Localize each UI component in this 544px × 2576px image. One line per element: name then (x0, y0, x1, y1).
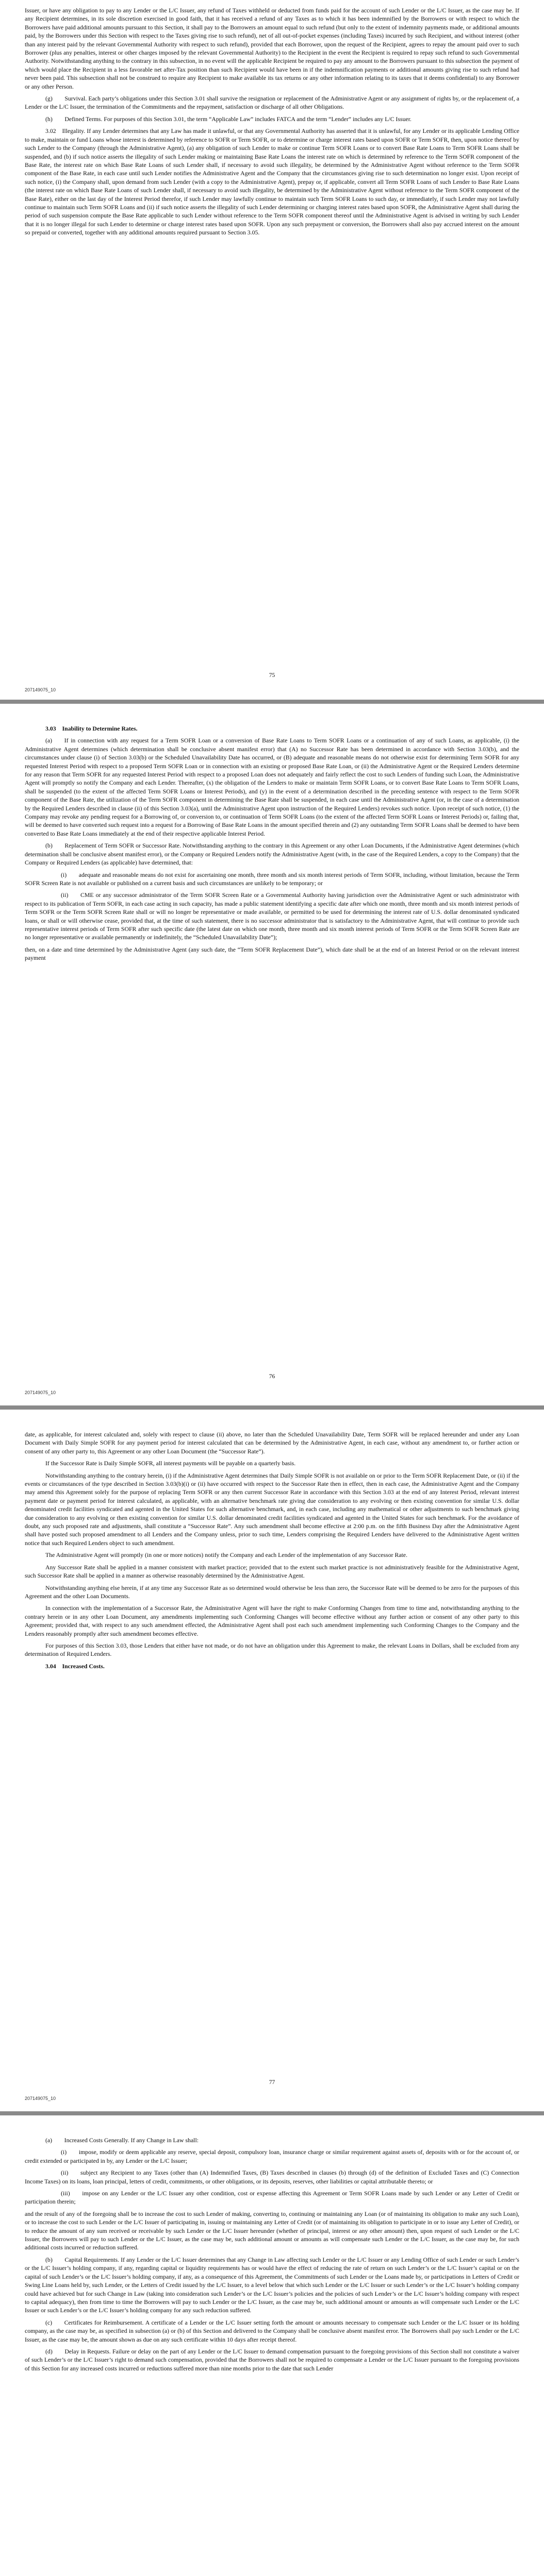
page-number: 77 (269, 2079, 275, 2086)
page-separator (0, 2111, 544, 2115)
paragraph: Issuer, or have any obligation to pay to any Lender or the L/C Issuer, any refund of Taxes withheld or deducted from funds paid for the account of such Lender or the L/C Issuer, as the case may be. If any Recipient determines, in its sole discretion exercised in good faith, that it has received a refund of any Taxes as to which it has been indemnified by the Borrowers or with respect to which the Borrowers have paid additional amounts pursuant to this Section, it shall pay to the Borrowers an amount equal to such refund (but only to the extent of indemnity payments made, or additional amounts paid, by the Borrowers under this Section with respect to the Taxes giving rise to such refund), net of all out-of-pocket expenses (including Taxes) incurred by such Recipient, and without interest (other than any interest paid by the relevant Governmental Authority with respect to such refund), provided that each Borrower, upon the request of the Recipient, agrees to repay the amount paid over to such Borrower (plus any penalties, interest or other charges imposed by the relevant Governmental Authority) to the Recipient in the event the Recipient is required to repay such refund to such Governmental Authority. Notwithstanding anything to the contrary in this subsection, in no event will the applicable Recipient be required to pay any amount to the Borrowers pursuant to this subsection the payment of which would place the Recipient in a less favorable net after-Tax position than such Recipient would have been in if the indemnification payments or additional amounts giving rise to such refund had never been paid. This subsection shall not be construed to require any Recipient to make available its tax returns or any other information relating to its taxes that it deems confidential) to any Borrower or any other Person. (25, 7, 519, 90)
paragraph: The Administrative Agent will promptly (in one or more notices) notify the Company and each Lender of the implementation of any Successor Rate. (45, 1551, 408, 1559)
paragraph: (a) If in connection with any request for a Term SOFR Loan or a conversion of Base Rate Loans to Term SOFR Loans or a continuation of any of such Loans, as applicable, (i) the Administrative Agent determines (which determination shall be conclusive absent manifest error) that (A) no Successor Rate has been determined in accordance with Section 3.03(b), and the circumstances under clause (i) of Section 3.03(b) or the Scheduled Unavailability Date has occurred, or (B) adequate and reasonable means do not otherwise exist for determining Term SOFR for any requested Interest Period with respect to a proposed Term SOFR Loan or in connection with an existing or proposed Base Rate Loan, or (ii) the Administrative Agent or the Required Lenders determine for any reason that Term SOFR for any requested Interest Period with respect to a proposed Loan does not adequately and fairly reflect the cost to such Lenders of funding such Loan, the Administrative Agent will promptly so notify the Company and each Lender. Thereafter, (x) the obligation of the Lenders to make or maintain Term SOFR Loans, or to convert Base Rate Loans to Term SOFR Loans, shall be suspended (to the extent of the affected Term SOFR Loans or Interest Periods), and (y) in the event of a determination described in the preceding sentence with respect to the Term SOFR component of the Base Rate, the utilization of the Term SOFR component in determining the Base Rate shall be suspended, in each case until the Administrative Agent (or, in the case of a determination by the Required Lenders described in clause (ii) of this Section 3.03(a), until the Administrative Agent upon instruction of the Required Lenders) revokes such notice. Upon receipt of such notice, (1) the Company may revoke any pending request for a Borrowing of, or conversion to, or continuation of Term SOFR Loans (to the extent of the affected Term SOFR Loans or Interest Periods) or, failing that, will be deemed to have converted such request into a request for a Borrowing of Base Rate Loans in the amount specified therein and (2) any outstanding Term SOFR Loans shall be deemed to have been converted to Base Rate Loans immediately at the end of their respective applicable Interest Period. (25, 737, 519, 837)
paragraph: In connection with the implementation of a Successor Rate, the Administrative Agent will have the right to make Conforming Changes from time to time and, notwithstanding anything to the contrary herein or in any other Loan Document, any amendments implementing such Conforming Changes will become effective without any further action or consent of any other party to this Agreement; provided that, with respect to any such amendment effected, the Administrative Agent shall post each such amendment implementing such Conforming Changes to the Company and the Lenders reasonably promptly after such amendment becomes effective. (25, 1604, 519, 1637)
paragraph: (g) Survival. Each party’s obligations under this Section 3.01 shall survive the resignation or replacement of the Administrative Agent or any assignment of rights by, or the replacement of, a Lender or the L/C Issuer, the termination of the Commitments and the repayment, satisfaction or discharge of all other Obligations. (25, 95, 519, 111)
section-heading: 3.04 Increased Costs. (45, 1662, 105, 1670)
paragraph: (d) Delay in Requests. Failure or delay on the part of any Lender or the L/C Issuer to demand compensation pursuant to the foregoing provisions of this Section shall not constitute a waiver of such Lender’s or the L/C Issuer’s right to demand such compensation, provided that the Borrowers shall not be required to compensate a Lender or the L/C Issuer pursuant to the foregoing provisions of this Section for any increased costs incurred or reductions suffered more than nine months prior to the date that such Lender (25, 2347, 519, 2372)
paragraph: (b) Capital Requirements. If any Lender or the L/C Issuer determines that any Change in Law affecting such Lender or the L/C Issuer or any Lending Office of such Lender or such Lender’s or the L/C Issuer’s holding company, if any, regarding capital or liquidity requirements has or would have the effect of reducing the rate of return on such Lender’s or the L/C Issuer’s capital or on the capital of such Lender’s or the L/C Issuer’s holding company, if any, as a consequence of this Agreement, the Commitments of such Lender or the Loans made by, or participations in Letters of Credit or Swing Line Loans held by, such Lender, or the Letters of Credit issued by the L/C Issuer, to a level below that which such Lender or the L/C Issuer or such Lender’s or the L/C Issuer’s holding company could have achieved but for such Change in Law (taking into consideration such Lender’s or the L/C Issuer’s policies and the policies of such Lender’s or the L/C Issuer’s holding company with respect to capital adequacy), then from time to time the Borrowers will pay to such Lender or the L/C Issuer, as the case may be, such additional amount or amounts as will compensate such Lender or the L/C Issuer or such Lender’s or the L/C Issuer’s holding company for any such reduction suffered. (25, 2256, 519, 2314)
paragraph: and the result of any of the foregoing shall be to increase the cost to such Lender of making, converting to, continuing or maintaining any Loan (or of maintaining its obligation to make any such Loan), or to increase the cost to such Lender or the L/C Issuer of participating in, issuing or maintaining any Letter of Credit (or of maintaining its obligation to participate in or to issue any Letter of Credit), or to reduce the amount of any sum received or receivable by such Lender or the L/C Issuer hereunder (whether of principal, interest or any other amount) then, upon request of such Lender or the L/C Issuer, the Borrowers will pay to such Lender or the L/C Issuer, as the case may be, such additional amount or amounts as will compensate such Lender or the L/C Issuer, as the case may be, for such additional costs incurred or reduction suffered. (25, 2210, 519, 2251)
paragraph: (c) Certificates for Reimbursement. A certificate of a Lender or the L/C Issuer setting forth the amount or amounts necessary to compensate such Lender or the L/C Issuer or its holding company, as the case may be, as specified in subsection (a) or (b) of this Section and delivered to the Company shall be conclusive absent manifest error. The Borrowers shall pay such Lender or the L/C Issuer, as the case may be, the amount shown as due on any such certificate within 10 days after receipt thereof. (25, 2318, 519, 2343)
page-number: 76 (269, 1374, 275, 1380)
paragraph: (iii) impose on any Lender or the L/C Issuer any other condition, cost or expense affecting this Agreement or Term SOFR Loans made by such Lender or any Letter of Credit or participation therein; (25, 2190, 519, 2206)
paragraph: If the Successor Rate is Daily Simple SOFR, all interest payments will be payable on a quarterly basis. (45, 1460, 296, 1467)
document-page-78 (0, 2115, 544, 2576)
page-separator (0, 1405, 544, 1410)
document-id: 207149075_10 (25, 687, 56, 692)
paragraph: (ii) subject any Recipient to any Taxes (other than (A) Indemnified Taxes, (B) Taxes described in clauses (b) through (d) of the definition of Excluded Taxes and (C) Connection Income Taxes) on its loans, loan principal, letters of credit, commitments, or other obligations, or its deposits, reserves, other liabilities or capital attributable thereto; or (25, 2169, 519, 2185)
paragraph: (h) Defined Terms. For purposes of this Section 3.01, the term “Applicable Law” includes FATCA and the term “Lender” includes any L/C Issuer. (45, 115, 411, 123)
paragraph: For purposes of this Section 3.03, those Lenders that either have not made, or do not have an obligation under this Agreement to make, the relevant Loans in Dollars, shall be excluded from any determination of Required Lenders. (25, 1641, 519, 1658)
paragraph: (a) Increased Costs Generally. If any Change in Law shall: (45, 2137, 199, 2144)
document-page-75 (0, 0, 544, 700)
paragraph: (i) impose, modify or deem applicable any reserve, special deposit, compulsory loan, insurance charge or similar requirement against assets of, deposits with or for the account of, or credit extended or participated in by, any Lender or the L/C Issuer; (25, 2148, 519, 2164)
section-heading: 3.03 Inability to Determine Rates. (45, 725, 138, 732)
paragraph: Any Successor Rate shall be applied in a manner consistent with market practice; provided that to the extent such market practice is not administratively feasible for the Administrative Agent, such Successor Rate shall be applied in a manner as otherwise reasonably determined by the Administrative Agent. (25, 1563, 519, 1580)
document-page-77 (0, 1410, 544, 2111)
paragraph: (ii) CME or any successor administrator of the Term SOFR Screen Rate or a Governmental Authority having jurisdiction over the Administrative Agent or such administrator with respect to its publication of Term SOFR, in each case acting in such capacity, has made a public statement identifying a specific date after which one month, three month and six month interest periods of Term SOFR or the Term SOFR Screen Rate shall or will no longer be representative or made available, or permitted to be used for determining the interest rate of U.S. dollar denominated syndicated loans, or shall or will otherwise cease, provided that, at the time of such statement, there is no successor administrator that is satisfactory to the Administrative Agent, that will continue to provide such representative interest periods of Term SOFR after such specific date (the latest date on which one month, three month and six month interest periods of Term SOFR or the Term SOFR Screen Rate are no longer representative or available permanently or indefinitely, the “Scheduled Unavailability Date”); (25, 891, 519, 941)
paragraph: (b) Replacement of Term SOFR or Successor Rate. Notwithstanding anything to the contrary in this Agreement or any other Loan Documents, if the Administrative Agent determines (which determination shall be conclusive absent manifest error), or the Company or Required Lenders notify the Administrative Agent (with, in the case of the Required Lenders, a copy to the Company) that the Company or Required Lenders (as applicable) have determined, that: (25, 842, 519, 867)
paragraph: Notwithstanding anything else herein, if at any time any Successor Rate as so determined would otherwise be less than zero, the Successor Rate will be deemed to be zero for the purposes of this Agreement and the other Loan Documents. (25, 1584, 519, 1600)
paragraph: (i) adequate and reasonable means do not exist for ascertaining one month, three month and six month interest periods of Term SOFR, including, without limitation, because the Term SOFR Screen Rate is not available or published on a current basis and such circumstances are unlikely to be temporary; or (25, 871, 519, 887)
page-separator (0, 700, 544, 704)
document-id: 207149075_10 (25, 2096, 56, 2101)
document-id: 207149075_10 (25, 1390, 56, 1395)
paragraph: Notwithstanding anything to the contrary herein, (i) if the Administrative Agent determines that Daily Simple SOFR is not available on or prior to the Term SOFR Replacement Date, or (ii) if the events or circumstances of the type described in Section 3.03(b)(i) or (ii) have occurred with respect to the Successor Rate then in effect, then in each case, the Administrative Agent and the Company may amend this Agreement solely for the purpose of replacing Term SOFR or any then current Successor Rate in accordance with this Section 3.03 at the end of any Interest Period, relevant interest payment date or payment period for interest calculated, as applicable, with an alternative benchmark rate giving due consideration to any evolving or then existing convention for similar U.S. dollar denominated credit facilities syndicated and agented in the United States for such alternative benchmark, and, in each case, including any mathematical or other adjustments to such benchmark giving due consideration to any evolving or then existing convention for similar U.S. dollar denominated credit facilities syndicated and agented in the United States for such benchmark. For the avoidance of doubt, any such proposed rate and adjustments, shall constitute a “Successor Rate”. Any such amendment shall become effective at 2:00 p.m. on the fifth Business Day after the Administrative Agent shall have posted such proposed amendment to all Lenders and the Company unless, prior to such time, Lenders comprising the Required Lenders have delivered to the Administrative Agent written notice that such Required Lenders object to such amendment. (25, 1471, 519, 1547)
paragraph: 3.02 Illegality. If any Lender determines that any Law has made it unlawful, or that any Governmental Authority has asserted that it is unlawful, for any Lender or its applicable Lending Office to make, maintain or fund Loans whose interest is determined by reference to SOFR or Term SOFR, or to determine or charge interest rates based upon SOFR or Term SOFR, then, upon notice thereof by such Lender to the Company (through the Administrative Agent), (a) any obligation of such Lender to make or continue Term SOFR Loans or to convert Base Rate Loans to Term SOFR Loans shall be suspended, and (b) if such notice asserts the illegality of such Lender making or maintaining Base Rate Loans the interest rate on which is determined by reference to the Term SOFR component of the Base Rate, the interest rate on which Base Rate Loans of such Lender shall, if necessary to avoid such illegality, be determined by the Administrative Agent without reference to the Term SOFR component of the Base Rate, in each case until such Lender notifies the Administrative Agent and the Company that the circumstances giving rise to such determination no longer exist. Upon receipt of such notice, (i) the Company shall, upon demand from such Lender (with a copy to the Administrative Agent), prepay or, if applicable, convert all Term SOFR Loans of such Lender to Base Rate Loans (the interest rate on which Base Rate Loans of such Lender shall, if necessary to avoid such illegality, be determined by the Administrative Agent without reference to the Term SOFR component of the Base Rate), either on the last day of the Interest Period therefor, if such Lender may lawfully continue to maintain such Term SOFR Loans to such day, or immediately, if such Lender may not lawfully continue to maintain such Term SOFR Loans and (ii) if such notice asserts the illegality of such Lender determining or charging interest rates based upon SOFR, the Administrative Agent shall during the period of such suspension compute the Base Rate applicable to such Lender without reference to the Term SOFR component thereof until the Administrative Agent is advised in writing by such Lender that it is no longer illegal for such Lender to determine or charge interest rates based upon SOFR. Upon any such prepayment or conversion, the Borrowers shall also pay accrued interest on the amount so prepaid or converted, together with any additional amounts required pursuant to Section 3.05. (25, 127, 519, 236)
document-page-76 (0, 704, 544, 1405)
paragraph: date, as applicable, for interest calculated and, solely with respect to clause (ii) above, no later than the Scheduled Unavailability Date, Term SOFR will be replaced hereunder and under any Loan Document with Daily Simple SOFR for any payment period for interest calculated that can be determined by the Administrative Agent, in each case, without any amendment to, or further action or consent of any other party to, this Agreement or any other Loan Document (the “Successor Rate”). (25, 1431, 519, 1455)
paragraph: then, on a date and time determined by the Administrative Agent (any such date, the “Term SOFR Replacement Date”), which date shall be at the end of an Interest Period or on the relevant interest payment (25, 945, 519, 962)
page-number: 75 (269, 672, 275, 679)
